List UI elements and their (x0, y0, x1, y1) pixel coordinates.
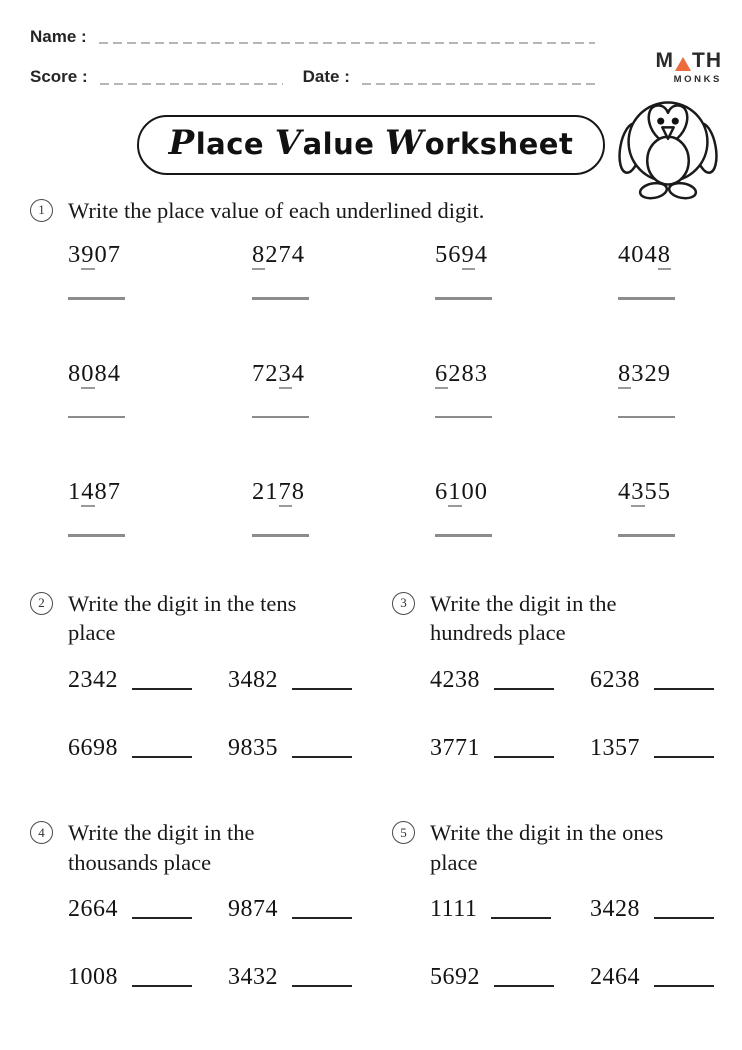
answer-blank[interactable] (132, 688, 192, 691)
answer-blank[interactable] (435, 416, 492, 419)
question-prompt: Write the digit in the hundreds place (430, 590, 617, 646)
logo-letter-m: M (655, 49, 674, 72)
digit: 5 (644, 478, 658, 506)
digit: 4 (644, 241, 658, 269)
number-value: 2664 (68, 896, 118, 923)
answer-blank[interactable] (68, 534, 125, 537)
digit: 0 (631, 241, 645, 269)
question-1 (30, 196, 712, 537)
worksheet-title (137, 115, 606, 175)
name-label: Name : (30, 27, 87, 46)
number-value: 9835 (228, 735, 278, 762)
number-with-underlined-digit (435, 478, 618, 507)
underlined-digit: 9 (461, 241, 475, 269)
q1-item (618, 241, 710, 300)
underlined-digit: 1 (448, 478, 462, 506)
question-prompt: Write the digit in the ones place (430, 820, 664, 875)
q1-item (68, 360, 252, 419)
answer-blank[interactable] (494, 688, 554, 691)
answer-blank[interactable] (654, 688, 714, 691)
answer-pairs (68, 666, 392, 762)
digit: 3 (68, 241, 82, 269)
score-date-row (30, 66, 595, 87)
number-value: 1357 (590, 735, 640, 762)
number-value: 6238 (590, 667, 640, 694)
answer-blank[interactable] (435, 534, 492, 537)
answer-blank[interactable] (252, 534, 309, 537)
number-with-underlined-digit (252, 360, 435, 389)
number-with-underlined-digit (435, 360, 618, 389)
title-initial: V (274, 122, 302, 163)
answer-blank[interactable] (292, 985, 352, 988)
triangle-icon (675, 57, 691, 71)
number-item (590, 895, 742, 923)
number-item (430, 895, 590, 923)
question-4 (30, 818, 392, 991)
underlined-digit: 3 (631, 478, 645, 506)
answer-blank[interactable] (292, 917, 352, 920)
number-with-underlined-digit (68, 241, 252, 270)
number-item (590, 963, 742, 991)
digit: 0 (474, 478, 488, 506)
question-5 (392, 818, 742, 991)
digit: 5 (657, 478, 671, 506)
number-item (430, 734, 590, 762)
number-value: 9874 (228, 896, 278, 923)
penguin-icon (616, 90, 720, 200)
number-item (590, 734, 742, 762)
digit: 0 (94, 241, 108, 269)
number-value: 6698 (68, 735, 118, 762)
question-number: 5 (392, 821, 415, 844)
question-number: 2 (30, 592, 53, 615)
number-item (68, 734, 228, 762)
answer-blank[interactable] (252, 416, 309, 419)
digit: 7 (252, 359, 266, 387)
underlined-digit: 9 (81, 241, 95, 269)
question-number: 1 (30, 199, 53, 222)
underlined-digit: 8 (252, 241, 266, 269)
digit: 8 (68, 359, 82, 387)
number-item (228, 734, 388, 762)
q1-item (252, 360, 435, 419)
title-initial: P (168, 122, 195, 163)
digit: 6 (448, 241, 462, 269)
answer-blank[interactable] (494, 985, 554, 988)
q1-item (435, 241, 618, 300)
digit: 4 (291, 241, 305, 269)
number-with-underlined-digit (68, 360, 252, 389)
digit: 6 (435, 478, 449, 506)
number-value: 3428 (590, 896, 640, 923)
digit: 8 (94, 478, 108, 506)
title-initial: W (385, 122, 424, 163)
answer-pairs (430, 666, 742, 762)
number-value: 2464 (590, 964, 640, 991)
answer-blank[interactable] (132, 756, 192, 759)
underlined-digit: 8 (618, 359, 632, 387)
answer-blank[interactable] (654, 985, 714, 988)
question-number: 4 (30, 821, 53, 844)
digit: 2 (265, 241, 279, 269)
math-monks-logo (656, 50, 723, 85)
q1-item (252, 478, 435, 537)
digit: 5 (435, 241, 449, 269)
answer-blank[interactable] (132, 917, 192, 920)
underlined-digit: 7 (278, 478, 292, 506)
number-value: 5692 (430, 964, 480, 991)
number-with-underlined-digit (68, 478, 252, 507)
digit: 4 (291, 359, 305, 387)
underlined-digit: 0 (81, 359, 95, 387)
q1-item (68, 478, 252, 537)
digit: 4 (474, 241, 488, 269)
number-value: 1008 (68, 964, 118, 991)
answer-blank[interactable] (132, 985, 192, 988)
digit: 2 (265, 359, 279, 387)
digit: 8 (291, 478, 305, 506)
question-header (392, 818, 742, 877)
score-label: Score : (30, 67, 88, 87)
question-header (30, 589, 392, 648)
number-value: 4238 (430, 667, 480, 694)
score-line[interactable] (100, 83, 283, 85)
number-item (68, 895, 228, 923)
q1-item (435, 478, 618, 537)
number-with-underlined-digit (252, 478, 435, 507)
underlined-digit: 4 (81, 478, 95, 506)
answer-pairs (68, 895, 392, 991)
digit: 9 (657, 359, 671, 387)
question-2 (30, 589, 392, 762)
q1-answer-grid (68, 241, 712, 537)
underlined-digit: 3 (278, 359, 292, 387)
q1-item (68, 241, 252, 300)
answer-blank[interactable] (68, 297, 125, 300)
digit: 0 (461, 478, 475, 506)
number-item (590, 666, 742, 694)
q1-item (252, 241, 435, 300)
underlined-digit: 8 (657, 241, 671, 269)
number-item (68, 666, 228, 694)
answer-blank[interactable] (435, 297, 492, 300)
answer-blank[interactable] (494, 756, 554, 759)
question-3 (392, 589, 742, 762)
question-header (30, 818, 392, 877)
number-with-underlined-digit (618, 478, 710, 507)
name-line[interactable] (99, 42, 595, 44)
number-item (228, 895, 388, 923)
digit: 2 (448, 359, 462, 387)
date-line[interactable] (362, 83, 595, 85)
question-prompt: Write the place value of each underlined digit. (68, 197, 485, 223)
q1-item (435, 360, 618, 419)
answer-blank[interactable] (618, 534, 675, 537)
answer-blank[interactable] (68, 416, 125, 419)
number-with-underlined-digit (618, 241, 710, 270)
answer-blank[interactable] (654, 756, 714, 759)
number-item (228, 963, 388, 991)
underlined-digit: 6 (435, 359, 449, 387)
digit: 7 (107, 478, 121, 506)
number-item (430, 666, 590, 694)
number-value: 2342 (68, 667, 118, 694)
number-item (228, 666, 388, 694)
number-item (68, 963, 228, 991)
digit: 3 (474, 359, 488, 387)
digit: 7 (107, 241, 121, 269)
logo-letters-th: TH (692, 49, 722, 72)
digit: 2 (644, 359, 658, 387)
question-prompt: Write the digit in the tens place (68, 590, 297, 646)
logo-subtitle: MONKS (673, 74, 722, 85)
number-item (430, 963, 590, 991)
question-prompt: Write the digit in the thousands place (68, 820, 255, 875)
digit: 1 (68, 478, 82, 506)
worksheet-title-text: Place Value Worksheet (168, 122, 574, 163)
answer-blank[interactable] (654, 917, 714, 920)
answer-blank[interactable] (292, 756, 352, 759)
number-with-underlined-digit (435, 241, 618, 270)
answer-blank[interactable] (491, 917, 551, 920)
answer-blank[interactable] (292, 688, 352, 691)
logo-wordmark (656, 50, 723, 71)
digit: 1 (265, 478, 279, 506)
digit: 4 (618, 478, 632, 506)
q1-item (618, 478, 710, 537)
name-row (30, 26, 595, 47)
number-with-underlined-digit (252, 241, 435, 270)
question-header (392, 589, 742, 648)
answer-pairs (430, 895, 742, 991)
answer-blank[interactable] (618, 416, 675, 419)
digit: 4 (618, 241, 632, 269)
digit: 8 (94, 359, 108, 387)
digit: 7 (278, 241, 292, 269)
digit: 3 (631, 359, 645, 387)
number-value: 3432 (228, 964, 278, 991)
number-value: 1111 (430, 896, 478, 923)
number-value: 3482 (228, 667, 278, 694)
answer-blank[interactable] (618, 297, 675, 300)
question-number: 3 (392, 592, 415, 615)
date-label: Date : (302, 67, 350, 87)
digit: 2 (252, 478, 266, 506)
digit: 8 (461, 359, 475, 387)
digit: 4 (107, 359, 121, 387)
q1-item (618, 360, 710, 419)
number-with-underlined-digit (618, 360, 710, 389)
answer-blank[interactable] (252, 297, 309, 300)
number-value: 3771 (430, 735, 480, 762)
